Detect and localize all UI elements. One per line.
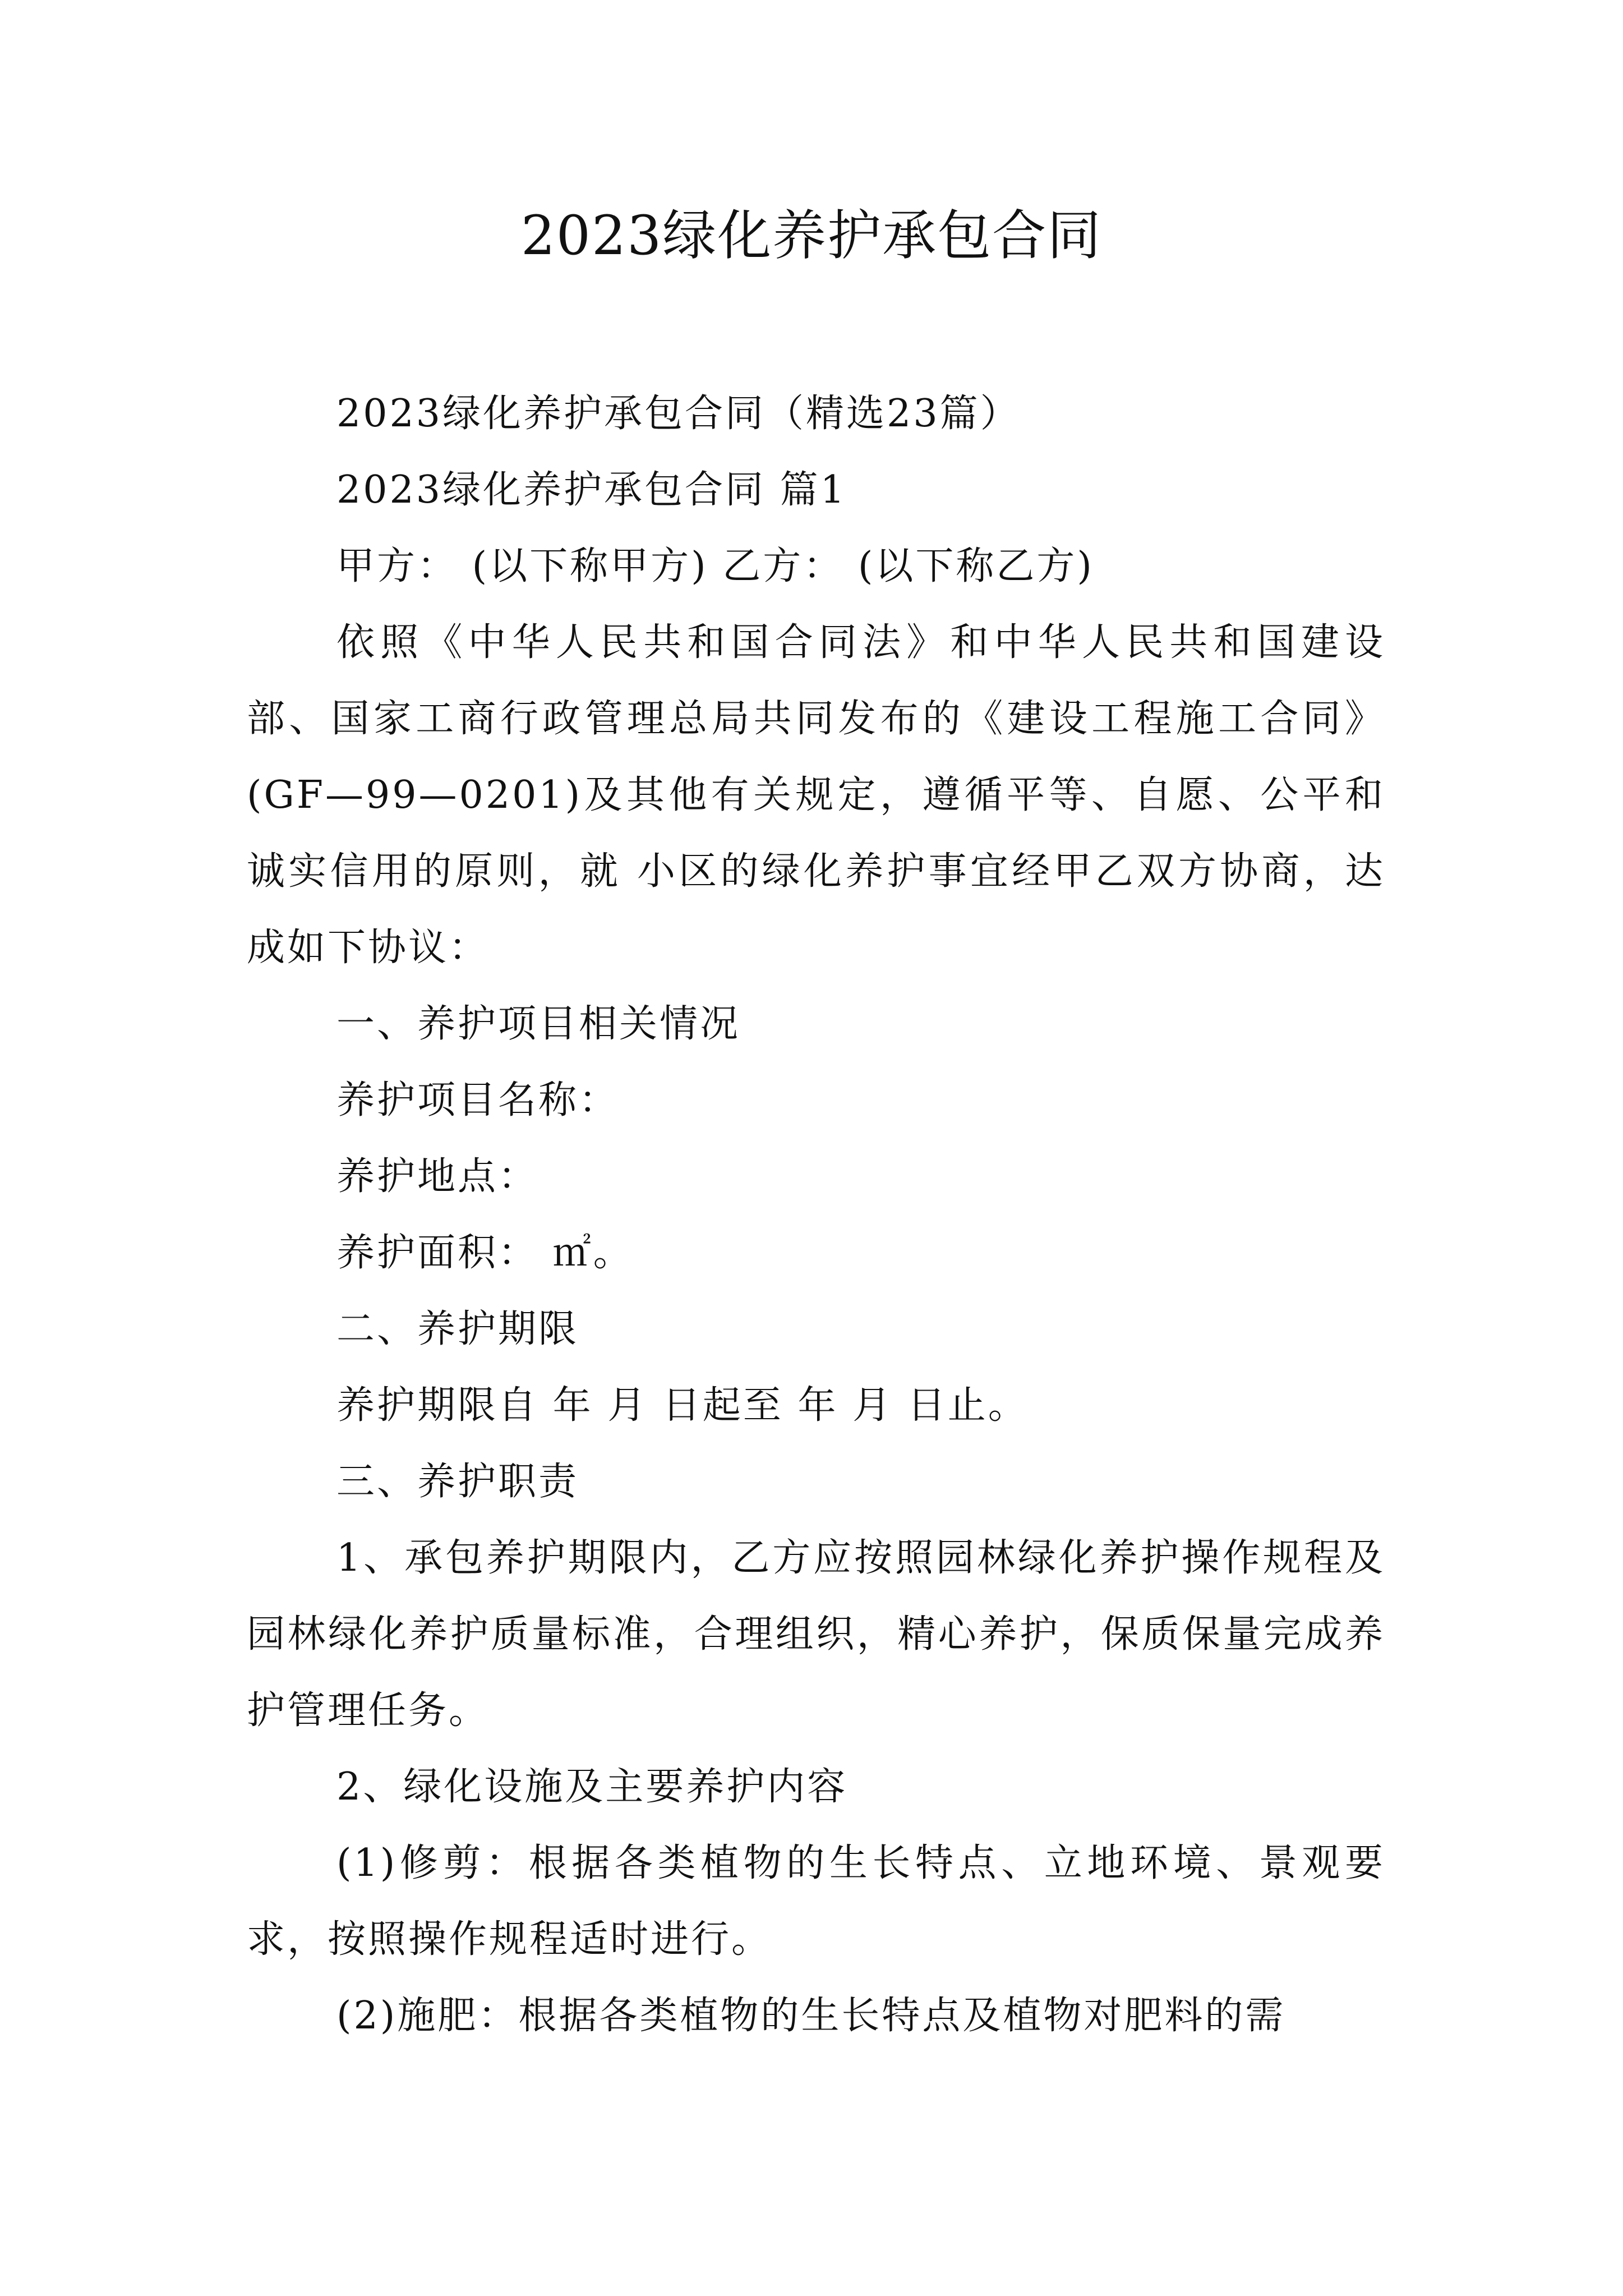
paragraph-fertilizing: (2)施肥：根据各类植物的生长特点及植物对肥料的需 [336, 1994, 1286, 2038]
paragraph-heading-duties: 三、养护职责 [336, 1460, 579, 1504]
paragraph-subtitle: 2023绿化养护承包合同（精选23篇） [336, 392, 1021, 436]
paragraph-heading-term: 二、养护期限 [336, 1307, 579, 1351]
paragraph-section-heading: 2023绿化养护承包合同 篇1 [336, 468, 847, 512]
paragraph-pruning: (1)修剪：根据各类植物的生长特点、立地环境、景观要求，按照操作规程适时进行。 [247, 1841, 1385, 1962]
paragraph-duty-2: 2、绿化设施及主要养护内容 [336, 1765, 848, 1809]
paragraph-project-location: 养护地点： [336, 1154, 539, 1199]
paragraph-project-area: 养护面积： ㎡。 [336, 1231, 634, 1275]
document-title: 2023绿化养护承包合同 [520, 204, 1103, 267]
paragraph-duty-1: 1、承包养护期限内，乙方应按照园林绿化养护操作规程及园林绿化养护质量标准，合理组织，精心养护，保质保量完成养护管理任务。 [247, 1536, 1385, 1733]
paragraph-parties: 甲方： (以下称甲方) 乙方： (以下称乙方) [336, 544, 1094, 588]
paragraph-term: 养护期限自 年 月 日起至 年 月 日止。 [336, 1383, 1029, 1428]
paragraph-heading-project: 一、养护项目相关情况 [336, 1002, 741, 1046]
paragraph-preamble: 依照《中华人民共和国合同法》和中华人民共和国建设部、国家工商行政管理总局共同发布的《建设工程施工合同》(GF—99—0201)及其他有关规定，遵循平等、自愿、公平和诚实信用的原则，就 小区的绿化养护事宜经甲乙双方协商，达成如下协议： [247, 620, 1385, 970]
paragraph-project-name: 养护项目名称： [336, 1078, 620, 1122]
document-body [247, 376, 1385, 2054]
